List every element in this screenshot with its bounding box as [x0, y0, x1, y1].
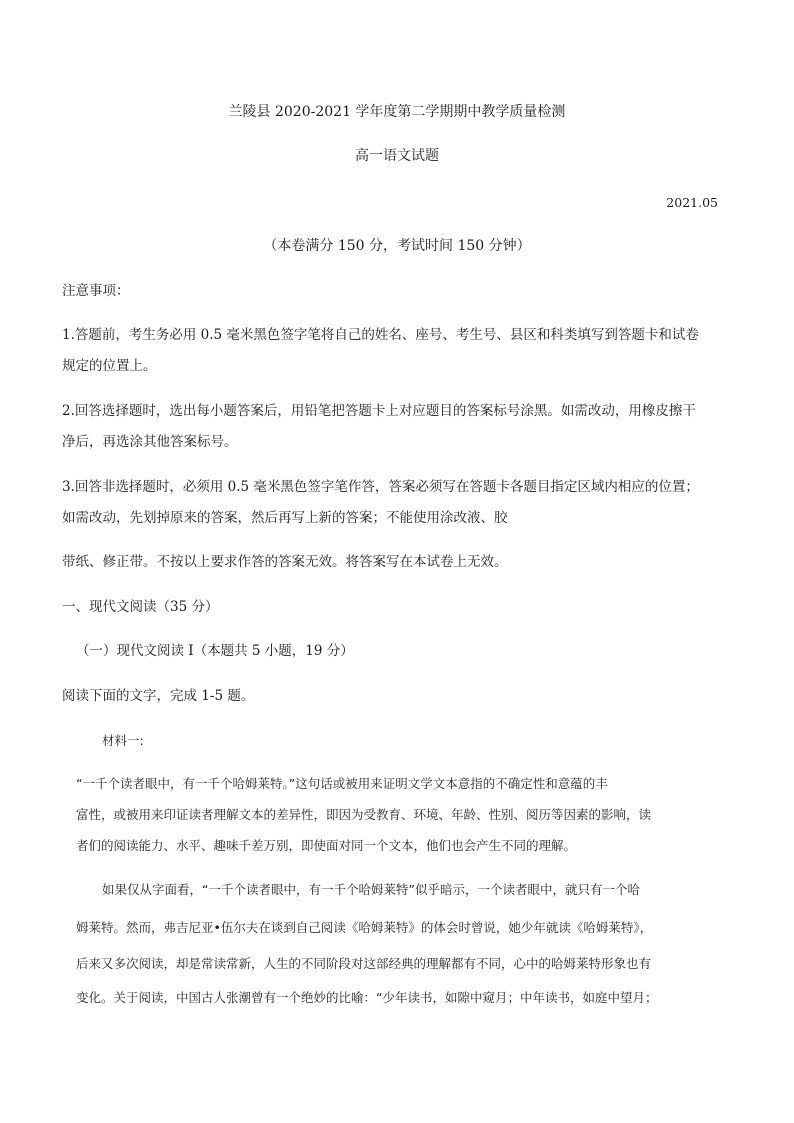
note-2-line-2: 净后，再选涂其他答案标号。 — [62, 434, 238, 450]
paragraph-1-line-3: 者们的阅读能力、水平、趣味千差万别，即使面对同一个文本，他们也会产生不同的理解。 — [76, 838, 577, 853]
exam-title: 兰陵县 2020-2021 学年度第二学期期中教学质量检测 — [228, 104, 566, 120]
paragraph-1-line-1: “一千个读者眼中，有一千个哈姆莱特。”这句话或被用来证明文学文本意指的不确定性和意蕴的丰 — [76, 776, 608, 791]
section-heading: 一、现代文阅读（35 分） — [62, 599, 219, 615]
reading-instruction: 阅读下面的文字，完成 1-5 题。 — [62, 688, 255, 704]
paragraph-2-line-2: 姆莱特。然而，弗吉尼亚•伍尔夫在谈到自己阅读《哈姆莱特》的体会时曾说，她少年就读《哈姆莱特》， — [76, 920, 653, 935]
paragraph-2-line-3: 后来又多次阅读，却是常读常新，人生的不同阶段对这部经典的理解都有不同，心中的哈姆莱特形象也有 — [76, 956, 652, 971]
exam-info: （本卷满分 150 分，考试时间 150 分钟） — [263, 238, 531, 254]
note-3-line-2: 如需改动，先划掉原来的答案，然后再写上新的答案；不能使用涂改液、胶 — [62, 510, 508, 526]
note-1-line-2: 规定的位置上。 — [62, 358, 157, 374]
section-sub-heading: （一）现代文阅读 I（本题共 5 小题，19 分） — [76, 643, 354, 659]
note-1-line-1: 1.答题前，考生务必用 0.5 毫米黑色签字笔将自己的姓名、座号、考生号、县区和科类填写到答题卡和试卷 — [62, 327, 699, 343]
exam-date: 2021.05 — [666, 195, 718, 210]
note-3-line-3: 带纸、修正带。不按以上要求作答的答案无效。将答案写在本试卷上无效。 — [62, 554, 508, 570]
exam-subtitle: 高一语文试题 — [355, 148, 439, 164]
material-label: 材料一: — [102, 733, 144, 748]
paragraph-1-line-2: 富性，或被用来印证读者理解文本的差异性，即因为受教育、环境、年龄、性别、阅历等因素的影响，读 — [76, 807, 652, 822]
paragraph-2-line-4: 变化。关于阅读，中国古人张潮曾有一个绝妙的比喻：“少年读书，如隙中窥月；中年读书，如庭中望月； — [76, 990, 658, 1005]
note-3-line-1: 3.回答非选择题时，必须用 0.5 毫米黑色签字笔作答，答案必须写在答题卡各题目指定区域内相应的位置； — [62, 479, 699, 495]
notes-heading: 注意事项： — [62, 283, 130, 299]
note-2-line-1: 2.回答选择题时，选出每小题答案后，用铅笔把答题卡上对应题目的答案标号涂黑。如需改动，用橡皮擦干 — [62, 403, 696, 419]
paragraph-2-line-1: 如果仅从字面看，“一千个读者眼中，有一千个哈姆莱特”似乎暗示，一个读者眼中，就只有一个哈 — [102, 882, 640, 897]
